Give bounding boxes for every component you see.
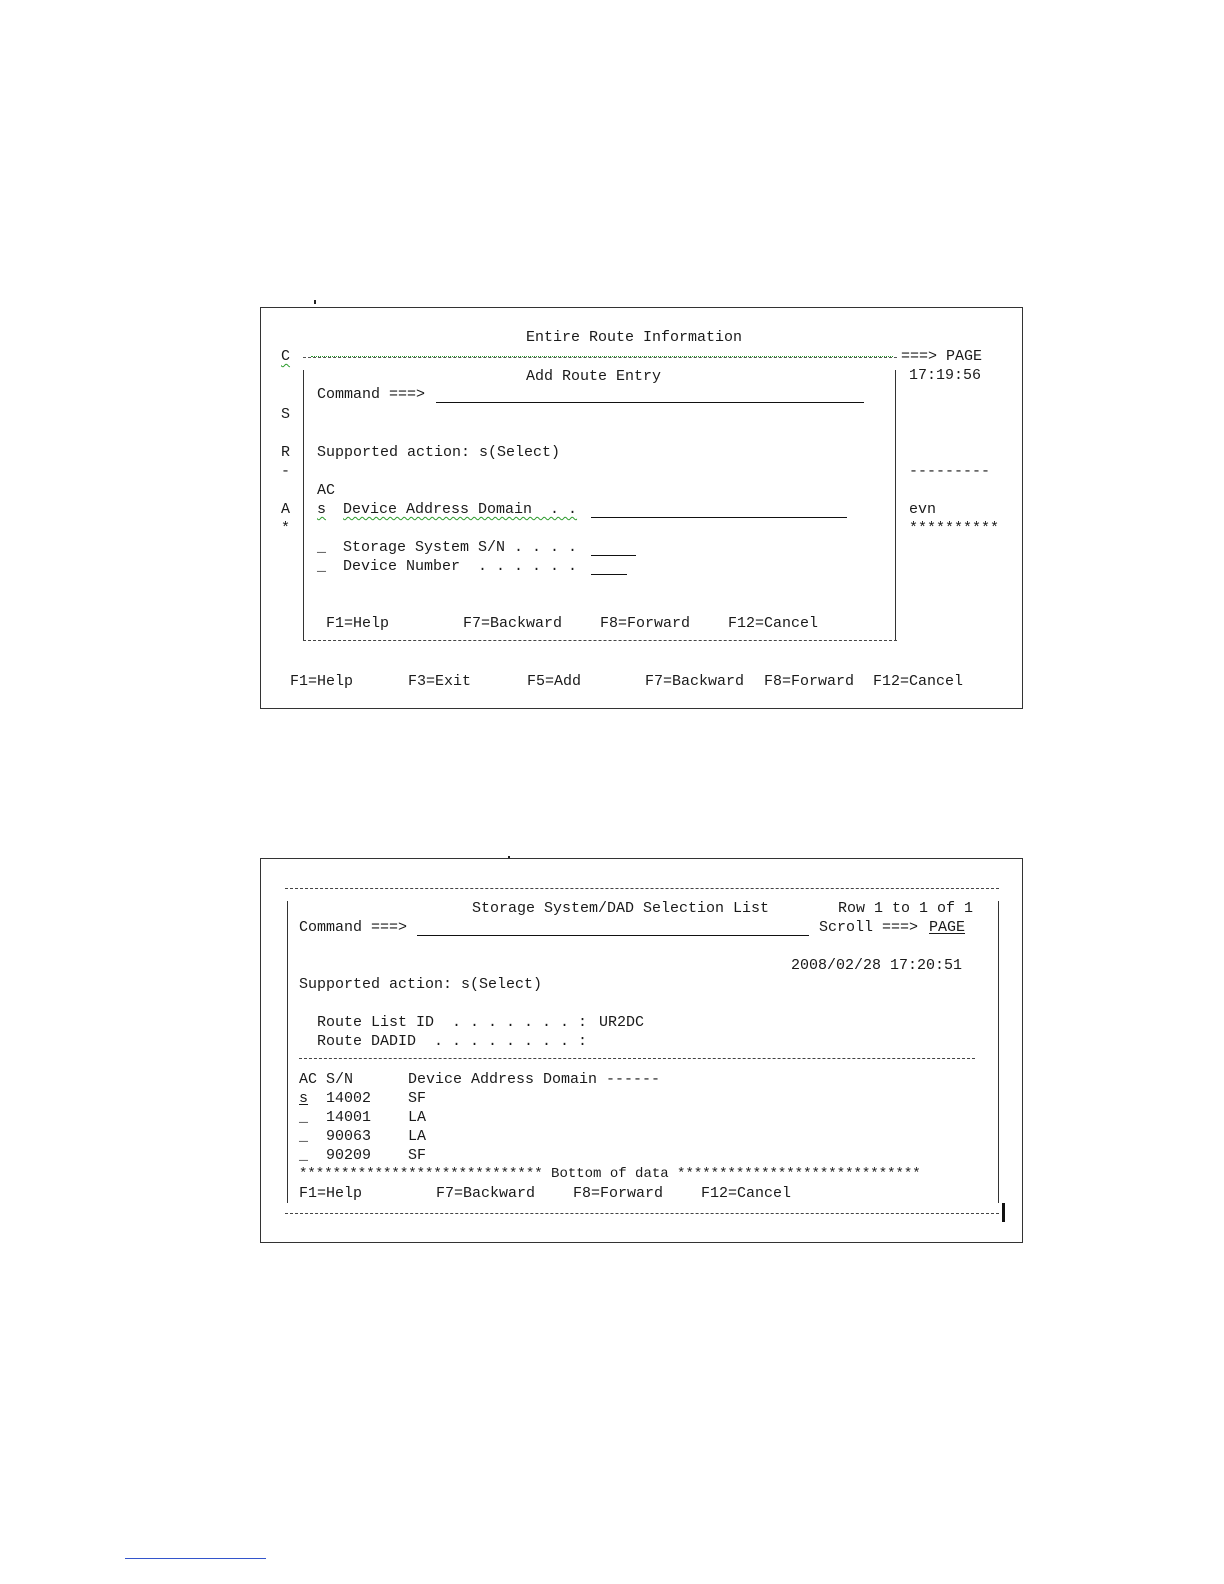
column-header-dad: Device Address Domain ------: [408, 1071, 661, 1088]
command-label: Command ===>: [317, 386, 426, 403]
key-f12-cancel[interactable]: F12=Cancel: [873, 673, 964, 690]
bg-left-letter: S: [281, 406, 291, 423]
row-serial-number: 90209: [326, 1147, 372, 1164]
action-field-device-address-domain[interactable]: s: [317, 501, 327, 518]
row-serial-number: 90063: [326, 1128, 372, 1145]
row-action-field[interactable]: s: [299, 1090, 309, 1107]
date-time: 2008/02/28 17:20:51: [791, 957, 963, 974]
list-top-border: [285, 888, 999, 889]
list-right-border: [998, 901, 999, 1203]
footnote-separator: [125, 1558, 266, 1559]
popup-bottom-border: [303, 640, 897, 641]
list-title: Storage System/DAD Selection List: [472, 900, 770, 917]
device-address-domain-input[interactable]: [591, 517, 847, 518]
key-f1-help[interactable]: F1=Help: [299, 1185, 363, 1202]
scroll-label: Scroll ===>: [819, 919, 919, 936]
action-field-device-number[interactable]: _: [317, 558, 327, 575]
list-bottom-border: [285, 1213, 999, 1214]
route-list-id-label: Route List ID . . . . . . . :: [317, 1014, 588, 1031]
storage-system-sn-label: Storage System S/N . . . .: [343, 539, 578, 556]
row-action-field[interactable]: _: [299, 1128, 309, 1145]
row-device-address-domain: SF: [408, 1147, 427, 1164]
key-f12-cancel[interactable]: F12=Cancel: [701, 1185, 792, 1202]
bg-stars: **********: [909, 520, 1000, 537]
bg-dashes: ---------: [909, 463, 991, 480]
row-device-address-domain: LA: [408, 1109, 427, 1126]
ac-column-header: AC: [317, 482, 336, 499]
bg-left-letter: C: [281, 348, 291, 365]
device-number-input[interactable]: [591, 574, 627, 575]
clock-time: 17:19:56: [909, 367, 982, 384]
key-f8-forward[interactable]: F8=Forward: [764, 673, 855, 690]
key-f3-exit[interactable]: F3=Exit: [408, 673, 472, 690]
bg-left-letter: *: [281, 520, 291, 537]
bottom-of-data-marker: ***************************** Bottom of data *****************************: [299, 1166, 921, 1182]
list-left-border: [287, 901, 288, 1203]
popup-top-border: [303, 357, 897, 358]
screen-entire-route-information: [260, 307, 1023, 709]
row-action-field[interactable]: _: [299, 1147, 309, 1164]
device-address-domain-label: Device Address Domain . .: [343, 501, 578, 518]
column-header-ac: AC: [299, 1071, 318, 1088]
bg-left-letter: A: [281, 501, 291, 518]
popup-key-f12[interactable]: F12=Cancel: [728, 615, 819, 632]
popup-left-border: [303, 370, 304, 640]
action-field-storage-system[interactable]: _: [317, 539, 327, 556]
row-device-address-domain: SF: [408, 1090, 427, 1107]
screen-storage-system-dad-selection-list: [260, 858, 1023, 1243]
route-dadid-label: Route DADID . . . . . . . . :: [317, 1033, 588, 1050]
popup-title: Add Route Entry: [526, 368, 662, 385]
section-divider: [299, 1058, 975, 1059]
route-list-id-value: UR2DC: [599, 1014, 645, 1031]
key-f5-add[interactable]: F5=Add: [527, 673, 582, 690]
command-input[interactable]: [436, 402, 864, 403]
command-input[interactable]: [417, 935, 809, 936]
scroll-indicator: ===> PAGE: [901, 348, 983, 365]
spellcheck-underline: [311, 356, 893, 357]
row-counter: Row 1 to 1 of 1: [838, 900, 974, 917]
row-serial-number: 14002: [326, 1090, 372, 1107]
key-f7-backward[interactable]: F7=Backward: [436, 1185, 536, 1202]
popup-key-f1[interactable]: F1=Help: [326, 615, 390, 632]
supported-action-text: Supported action: s(Select): [317, 444, 561, 461]
key-f1-help[interactable]: F1=Help: [290, 673, 354, 690]
popup-key-f8[interactable]: F8=Forward: [600, 615, 691, 632]
bg-left-letter: -: [281, 463, 291, 480]
row-device-address-domain: LA: [408, 1128, 427, 1145]
screen-title: Entire Route Information: [526, 329, 743, 346]
stray-mark: [314, 300, 316, 304]
row-serial-number: 14001: [326, 1109, 372, 1126]
key-f8-forward[interactable]: F8=Forward: [573, 1185, 664, 1202]
bg-left-letter: R: [281, 444, 291, 461]
bg-evn-text: evn: [909, 501, 937, 518]
text-cursor: [1002, 1203, 1005, 1222]
row-action-field[interactable]: _: [299, 1109, 309, 1126]
key-f7-backward[interactable]: F7=Backward: [645, 673, 745, 690]
popup-key-f7[interactable]: F7=Backward: [463, 615, 563, 632]
scroll-amount-field[interactable]: PAGE: [929, 919, 966, 936]
popup-right-border: [895, 370, 896, 640]
column-header-sn: S/N: [326, 1071, 354, 1088]
command-label: Command ===>: [299, 919, 408, 936]
storage-system-sn-input[interactable]: [591, 555, 636, 556]
supported-action-text: Supported action: s(Select): [299, 976, 543, 993]
device-number-label: Device Number . . . . . .: [343, 558, 578, 575]
